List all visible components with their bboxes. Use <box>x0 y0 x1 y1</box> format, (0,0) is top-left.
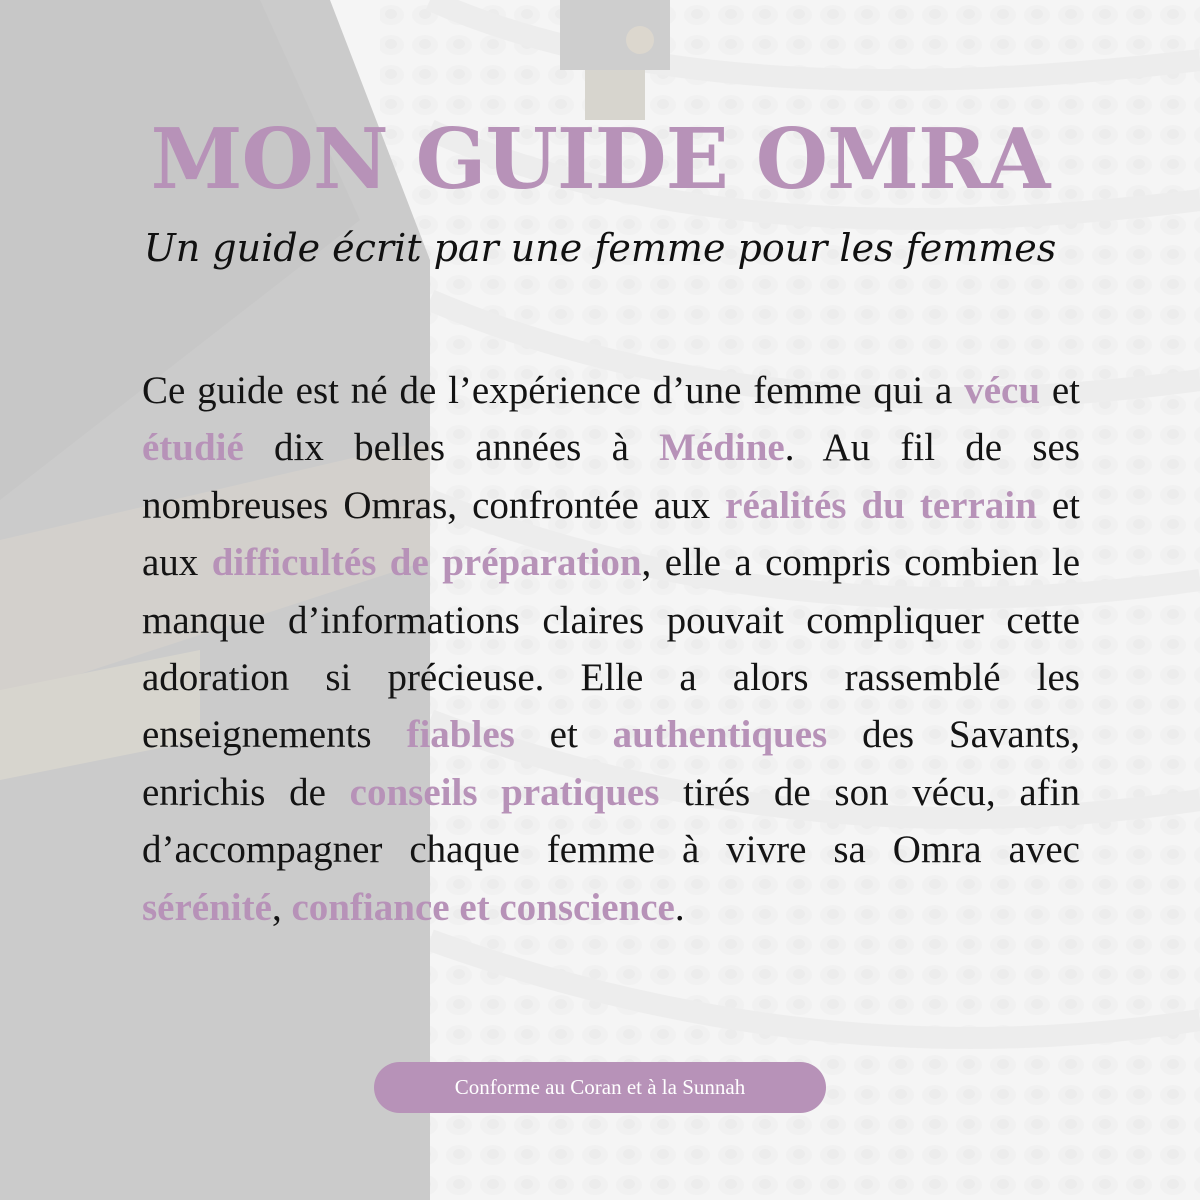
highlighted-phrase: étudié <box>142 426 244 470</box>
paragraph-text: . Au fil de ses nombreuses Omras, confrontée aux <box>142 426 1080 527</box>
paragraph-text: et <box>514 713 613 757</box>
description-paragraph <box>142 362 1080 936</box>
highlighted-phrase: conseils pratiques <box>349 770 660 814</box>
paragraph-text: tirés de son vécu, afin d’accompagner chaque femme à vivre sa Omra avec <box>142 770 1081 872</box>
paragraph-text: , elle a compris combien le manque d’informations claires pouvait compliquer cette adoration si précieuse. Elle a alors rassemblé les enseignements <box>142 541 1081 757</box>
highlighted-phrase: vécu <box>964 369 1041 412</box>
paragraph-text: et aux <box>142 483 1080 585</box>
page-subtitle: Un guide écrit par une femme pour les femmes <box>143 226 1057 270</box>
highlighted-phrase: fiables <box>406 713 515 757</box>
highlighted-phrase: sérénité <box>142 885 272 929</box>
paragraph-text: . <box>674 885 685 929</box>
paragraph-text: et <box>1040 369 1080 412</box>
highlighted-phrase: confiance et conscience <box>291 885 675 929</box>
conformity-badge: Conforme au Coran et à la Sunnah <box>374 1062 826 1113</box>
highlighted-phrase: réalités du terrain <box>725 483 1037 527</box>
highlighted-phrase: authentiques <box>612 713 828 757</box>
paragraph-text: des Savants, enrichis de <box>142 713 1081 814</box>
highlighted-phrase: Médine <box>659 426 785 470</box>
page-title: MON GUIDE OMRA <box>150 110 1050 208</box>
highlighted-phrase: difficultés de préparation <box>211 541 642 585</box>
paragraph-text: , <box>271 885 292 929</box>
paragraph-text: Ce guide est né de l’expérience d’une femme qui a <box>142 369 965 412</box>
paragraph-text: dix belles années à <box>243 426 660 470</box>
